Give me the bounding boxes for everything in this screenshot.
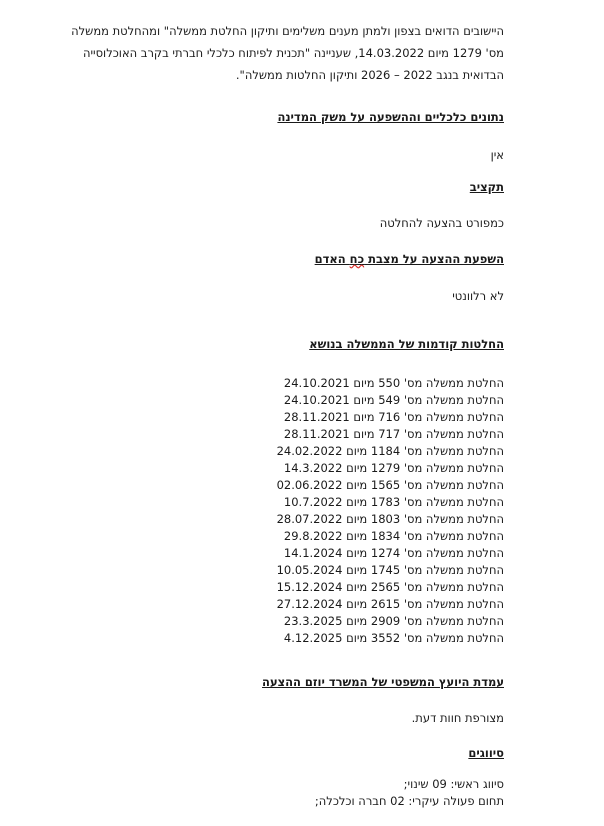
decision-item: החלטת ממשלה מס' 1745 מיום 10.05.2024 — [276, 563, 504, 577]
budget-text: כמפורט בהצעה להחלטה — [379, 216, 504, 230]
economic-text: אין — [490, 148, 504, 162]
decision-item: החלטת ממשלה מס' 1184 מיום 24.02.2022 — [276, 444, 504, 458]
manpower-text: לא רלוונטי — [452, 289, 504, 303]
decision-item: החלטת ממשלה מס' 1803 מיום 28.07.2022 — [276, 512, 504, 526]
decision-item: החלטת ממשלה מס' 716 מיום 28.11.2021 — [283, 410, 504, 424]
intro-line-1: היישובים הדואים בצפון ולמתן מענים משלימים ותיקון החלטת ממשלה" ומהחלטת ממשלה — [71, 24, 504, 38]
manpower-heading-part-2: האדם — [314, 252, 350, 266]
economic-heading: נתונים כלכליים וההשפעה על משק המדינה — [277, 110, 504, 124]
decision-item: החלטת ממשלה מס' 1279 מיום 14.3.2022 — [283, 461, 504, 475]
tag-main: סיווג ראשי: 09 שינוי; — [403, 777, 504, 791]
decision-item: החלטת ממשלה מס' 549 מיום 24.10.2021 — [283, 393, 504, 407]
manpower-heading — [315, 252, 504, 266]
manpower-heading-part-1: השפעת ההצעה על מצבת — [364, 252, 504, 266]
decision-item: החלטת ממשלה מס' 1565 מיום 02.06.2022 — [276, 478, 504, 492]
spellcheck-word: כח — [349, 252, 365, 266]
decision-item: החלטת ממשלה מס' 3552 מיום 4.12.2025 — [283, 631, 504, 645]
decisions-list — [277, 375, 504, 647]
decision-item: החלטת ממשלה מס' 550 מיום 24.10.2021 — [283, 376, 504, 390]
tag-area: תחום פעולה עיקרי: 02 חברה וכלכלה; — [314, 794, 504, 808]
decision-item: החלטת ממשלה מס' 1783 מיום 10.7.2022 — [283, 495, 504, 509]
intro-line-2: מס' 1279 מיום 14.03.2022, שעניינה "תכנית לפיתוח כלכלי חברתי בקרב האוכלוסייה — [82, 46, 504, 60]
legal-heading: עמדת היועץ המשפטי של המשרד יוזם ההצעה — [262, 675, 504, 689]
previous-decisions-heading: החלטות קודמות של הממשלה בנושא — [309, 337, 504, 351]
legal-text: מצורפת חוות דעת. — [411, 711, 504, 725]
decision-item: החלטת ממשלה מס' 2909 מיום 23.3.2025 — [283, 614, 504, 628]
decision-item: החלטת ממשלה מס' 2615 מיום 27.12.2024 — [276, 597, 504, 611]
intro-paragraph — [24, 20, 504, 86]
decision-item: החלטת ממשלה מס' 2565 מיום 15.12.2024 — [276, 580, 504, 594]
tags-heading: סיווגים — [468, 746, 504, 760]
decision-item: החלטת ממשלה מס' 1274 מיום 14.1.2024 — [283, 546, 504, 560]
tags-list — [315, 776, 504, 810]
budget-heading: תקציב — [469, 180, 504, 194]
intro-line-3: הבדואית בנגב 2022 – 2026 ותיקון החלטות ממשלה". — [235, 68, 504, 82]
decision-item: החלטת ממשלה מס' 1834 מיום 29.8.2022 — [283, 529, 504, 543]
decision-item: החלטת ממשלה מס' 717 מיום 28.11.2021 — [283, 427, 504, 441]
